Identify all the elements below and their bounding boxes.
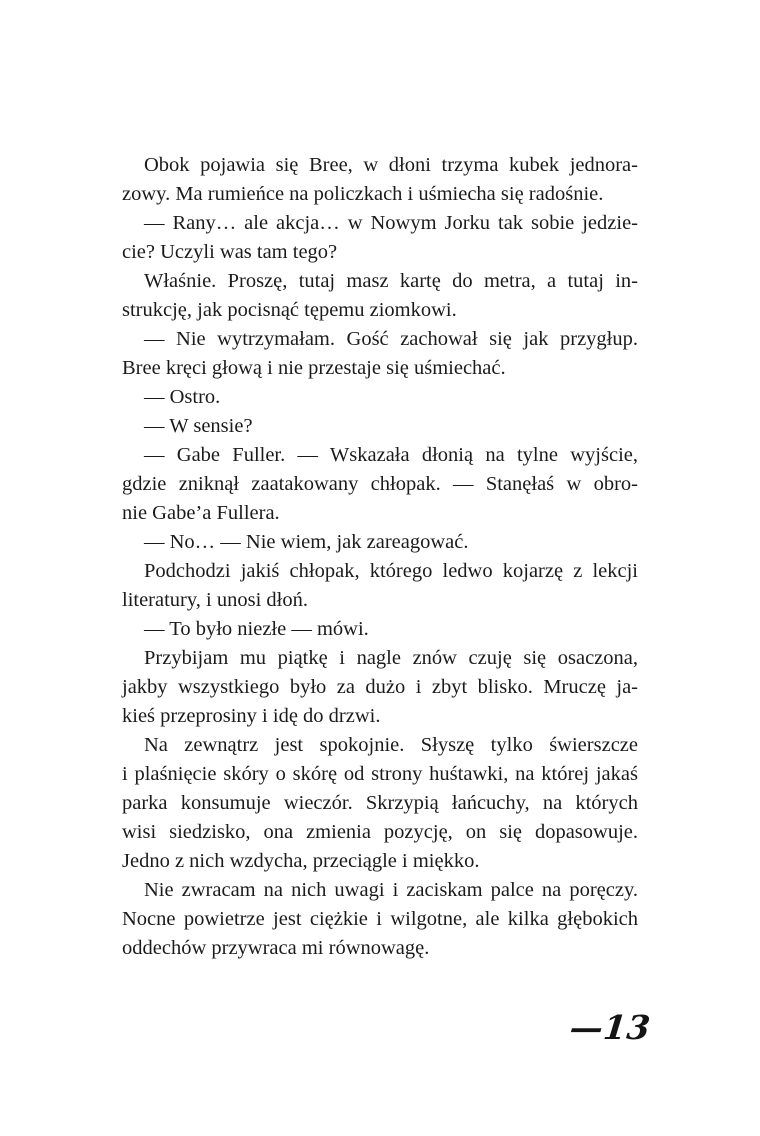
text-line: Właśnie. Proszę, tutaj masz kartę do metra, a tutaj in- (144, 270, 638, 292)
text-line: Jedno z nich wzdycha, przeciągle i miękko. (122, 850, 480, 872)
text-line: wisi siedzisko, ona zmienia pozycję, on się dopasowuje. (122, 821, 638, 843)
text-line: — No… — Nie wiem, jak zareagować. (144, 531, 469, 553)
text-line: jakby wszystkiego było za dużo i zbyt blisko. Mruczę ja- (122, 676, 638, 698)
text-line: i plaśnięcie skóry o skórę od strony huśtawki, na której jakaś (122, 763, 638, 785)
text-line: Przybijam mu piątkę i nagle znów czuję się osaczona, (144, 647, 638, 669)
text-line: literatury, i unosi dłoń. (122, 589, 308, 611)
text-line: — W sensie? (144, 415, 253, 437)
text-line: Nocne powietrze jest ciężkie i wilgotne, ale kilka głębokich (122, 908, 638, 930)
text-line: Na zewnątrz jest spokojnie. Słyszę tylko świerszcze (144, 734, 638, 756)
text-line: oddechów przywraca mi równowagę. (122, 937, 430, 959)
text-line: — Ostro. (144, 386, 221, 408)
text-line: — Rany… ale akcja… w Nowym Jorku tak sobie jedzie- (144, 212, 638, 234)
body-text (122, 151, 638, 963)
text-line: Podchodzi jakiś chłopak, którego ledwo kojarzę z lekcji (144, 560, 638, 582)
text-line: — Gabe Fuller. — Wskazała dłonią na tylne wyjście, (144, 444, 638, 466)
text-line: zowy. Ma rumieńce na policzkach i uśmiecha się radośnie. (122, 183, 604, 205)
page-number: —13 (567, 1008, 653, 1047)
text-line: — Nie wytrzymałam. Gość zachował się jak przygłup. (144, 328, 638, 350)
text-line: kieś przeprosiny i idę do drzwi. (122, 705, 381, 727)
text-line: parka konsumuje wieczór. Skrzypią łańcuchy, na których (122, 792, 638, 814)
text-line: strukcję, jak pocisnąć tępemu ziomkowi. (122, 299, 457, 321)
text-line: gdzie zniknął zaatakowany chłopak. — Stanęłaś w obro- (122, 473, 638, 495)
text-line: Obok pojawia się Bree, w dłoni trzyma kubek jednora- (144, 154, 638, 176)
text-line: cie? Uczyli was tam tego? (122, 241, 338, 263)
text-line: — To było niezłe — mówi. (144, 618, 369, 640)
text-line: nie Gabe’a Fullera. (122, 502, 280, 524)
text-line: Bree kręci głową i nie przestaje się uśmiechać. (122, 357, 506, 379)
text-line: Nie zwracam na nich uwagi i zaciskam palce na poręczy. (144, 879, 638, 901)
